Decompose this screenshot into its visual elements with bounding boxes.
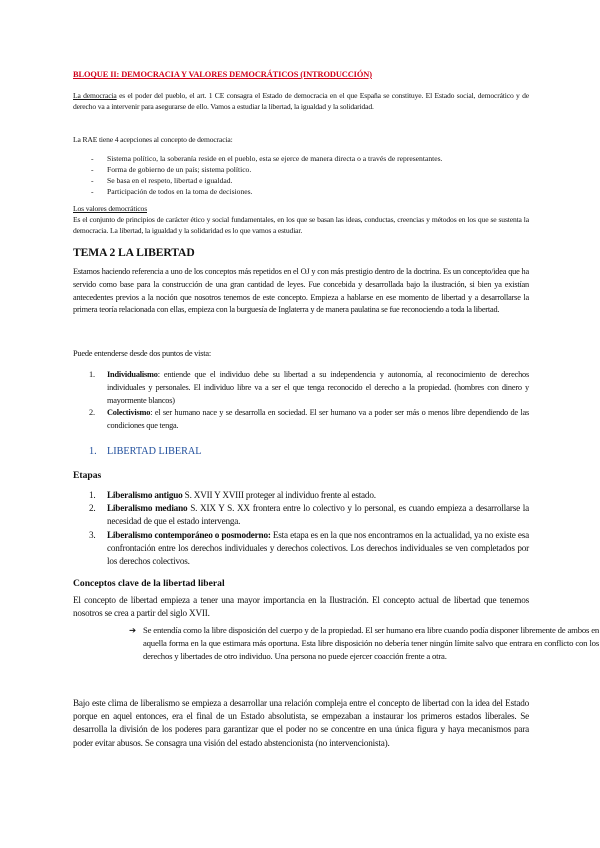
intro-term: La democracia xyxy=(73,91,117,100)
item-text: S. XIX Y S. XX frontera entre lo colectivo y lo personal, es cuando empieza a desarrollarse la necesidad de que el estado intervenga. xyxy=(107,503,530,527)
conceptos-heading: Conceptos clave de la libertad liberal xyxy=(73,578,225,589)
puntos-list xyxy=(73,369,529,433)
item-text: Esta etapa es en la que nos encontramos en la actualidad, ya no existe esa confrontación entre los derechos individuales y derechos colectivos. Los derechos individuales se ven completados por los derechos colectivos. xyxy=(107,529,529,567)
list-item: - Sistema político, la soberanía reside en el pueblo, esta se ejerce de manera directa o a través de representantes. xyxy=(73,153,529,164)
list-item xyxy=(73,489,529,502)
list-item: - Participación de todos en la toma de decisiones. xyxy=(73,186,529,197)
list-item: - Se basa en el respeto, libertad e igualdad. xyxy=(73,175,529,186)
tema-title: TEMA 2 LA LIBERTAD xyxy=(73,246,195,259)
item-term: Liberalismo antiguo xyxy=(107,490,183,500)
list-item: - Forma de gobierno de un país; sistema político. xyxy=(73,164,529,175)
item-term: Colectivismo xyxy=(107,408,151,418)
rae-intro: La RAE tiene 4 acepciones al concepto de democracia: xyxy=(73,135,233,144)
tema-paragraph: Estamos haciendo referencia a uno de los conceptos más repetidos en el OJ y con más prestigio dentro de la doctrina. Es un concepto/idea que ha servido como base para la construcción de una gran cantidad de leyes. Fue concebida y desarrollada bajo la ilustración, si bien ya existían antecedentes previos a la noción que nosotros tenemos de este concepto. Empieza a hablarse en ese momento de libertad y a desarrollarse la primera teoría relacionada con ellas, empieza con la burguesía de Inglaterra y de manera paulatina se fue reconociendo a toda la libertad. xyxy=(73,267,529,315)
puntos-intro: Puede entenderse desde dos puntos de vista: xyxy=(73,349,211,358)
item-number: 2. xyxy=(89,408,95,418)
valores-heading: Los valores democráticos xyxy=(73,204,147,213)
list-item xyxy=(73,407,529,433)
list-item xyxy=(73,529,529,569)
list-item xyxy=(73,502,529,528)
item-text: S. XVII Y XVIII proteger al individuo frente al estado. xyxy=(182,490,376,500)
section-heading xyxy=(73,446,529,457)
block-title: BLOQUE II: DEMOCRACIA Y VALORES DEMOCRÁTICOS (INTRODUCCIÓN) xyxy=(73,70,372,79)
intro-paragraph xyxy=(73,90,529,112)
valores-section xyxy=(73,203,529,237)
etapas-heading: Etapas xyxy=(73,470,102,481)
section-title: LIBERTAD LIBERAL xyxy=(107,446,202,457)
final-paragraph: Bajo este clima de liberalismo se empieza a desarrollar una relación compleja entre el concepto de libertad con la idea del Estado porque en aquel entonces, era el final de un Estado absolutista, se empezaban a instaurar los primeros estados liberales. Se desarrolla la división de los poderes para garantizar que el poder no se concentre en una única figura y haya mecanismos para poder evitar abusos. Se consagra una visión del estado abstencionista (no intervencionista). xyxy=(73,698,529,748)
rae-list xyxy=(73,153,529,197)
document-page xyxy=(73,0,599,748)
valores-text: Es el conjunto de principios de carácter ético y social fundamentales, en los que se basan las ideas, conductas, creencias y métodos en los que se sustenta la democracia. La libertad, la igualdad y la solidaridad es lo que vamos a estudiar. xyxy=(73,215,529,236)
item-number: 1. xyxy=(89,490,96,500)
arrow-right-icon: ➔ xyxy=(129,625,137,635)
item-term: Individualismo xyxy=(107,370,158,379)
item-number: 3. xyxy=(89,529,96,540)
section-number: 1. xyxy=(89,446,97,457)
item-number: 2. xyxy=(89,503,96,514)
item-text: : el ser humano nace y se desarrolla en sociedad. El ser humano va a poder ser más o menos libre dependiendo de las condiciones que tenga. xyxy=(107,408,529,431)
etapas-list xyxy=(73,489,529,568)
intro-text: es el poder del pueblo, el art. 1 CE consagra el Estado de democracia en el que España se constituye. El Estado social, democrático y de derecho va a intervenir para asegurarse de ello. Vamos a estudiar la libertad, la igualdad y la solidaridad. xyxy=(73,91,529,112)
list-item xyxy=(73,369,529,407)
conceptos-paragraph: El concepto de libertad empieza a tener una mayor importancia en la Ilustración. El concepto actual de libertad que tenemos nosotros se crea a partir del siglo XVII. xyxy=(73,595,529,619)
item-number: 1. xyxy=(89,370,95,379)
item-term: Liberalismo contemporáneo o posmoderno: xyxy=(107,529,271,540)
item-text: : entiende que el individuo debe su libertad a su independencia y autonomía, al reconocimiento de derechos individuales y personales. El individuo libre va a ser el que tenga reconocido el derecho a la propiedad. (hombres con dinero y mayormente blancos) xyxy=(107,370,529,405)
arrow-list-item xyxy=(73,624,599,663)
arrow-text: Se entendía como la libre disposición del cuerpo y de la propiedad. El ser humano era libre cuando podía disponer libremente de ambos en aquella forma en la que estimara más oportuna. Esta libre disposición no debería tener ningún límite salvo que entrara en conflicto con los derechos y libertades de otro individuo. Una persona no puede ejercer coacción frente a otra. xyxy=(143,625,599,661)
item-term: Liberalismo mediano xyxy=(107,503,188,514)
